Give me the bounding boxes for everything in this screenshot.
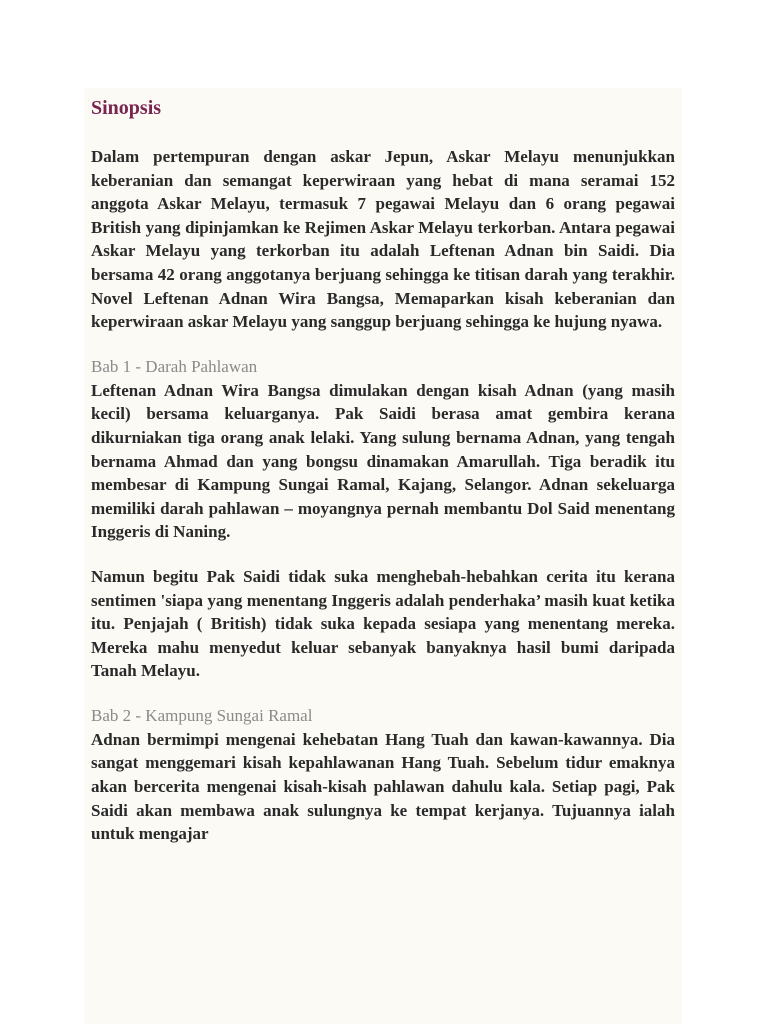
chapter-1-heading: Bab 1 - Darah Pahlawan [91,356,258,376]
document-content [84,88,682,1024]
document-title: Sinopsis [91,97,162,119]
chapter-2-paragraph-1: Adnan bermimpi mengenai kehebatan Hang Tuah dan kawan-kawannya. Dia sangat menggemari kisah kepahlawanan Hang Tuah. Sebelum tidur emaknya akan bercerita mengenai kisah-kisah pahlawan dahulu kala. Setiap pagi, Pak Saidi akan membawa anak sulungnya ke tempat kerjanya. Tujuannya ialah untuk mengajar [91,729,675,844]
synopsis-paragraph: Dalam pertempuran dengan askar Jepun, Askar Melayu menunjukkan keberanian dan semangat keperwiraan yang hebat di mana seramai 152 anggota Askar Melayu, termasuk 7 pegawai Melayu dan 6 orang pegawai British yang dipinjamkan ke Rejimen Askar Melayu terkorban. Antara pegawai Askar Melayu yang terkorban itu adalah Leftenan Adnan bin Saidi. Dia bersama 42 orang anggotanya berjuang sehingga ke titisan darah yang terakhir. Novel Leftenan Adnan Wira Bangsa, Memaparkan kisah keberanian dan keperwiraan askar Melayu yang sanggup berjuang sehingga ke hujung nyawa. [91,147,675,332]
chapter-1-paragraph-2: Namun begitu Pak Saidi tidak suka menghebah-hebahkan cerita itu kerana sentimen 'siapa yang menentang Inggeris adalah penderhaka’ masih kuat ketika itu. Penjajah ( British) tidak suka kepada sesiapa yang menentang mereka. Mereka mahu menyedut keluar sebanyak banyaknya hasil bumi daripada Tanah Melayu. [91,566,675,681]
chapter-2-heading: Bab 2 - Kampung Sungai Ramal [91,705,313,725]
chapter-1-paragraph-1: Leftenan Adnan Wira Bangsa dimulakan dengan kisah Adnan (yang masih kecil) bersama keluarganya. Pak Saidi berasa amat gembira kerana dikurniakan tiga orang anak lelaki. Yang sulung bernama Adnan, yang tengah bernama Ahmad dan yang bongsu dinamakan Amarullah. Tiga beradik itu membesar di Kampung Sungai Ramal, Kajang, Selangor. Adnan sekeluarga memiliki darah pahlawan – moyangnya pernah membantu Dol Said menentang Inggeris di Naning. [91,380,675,542]
